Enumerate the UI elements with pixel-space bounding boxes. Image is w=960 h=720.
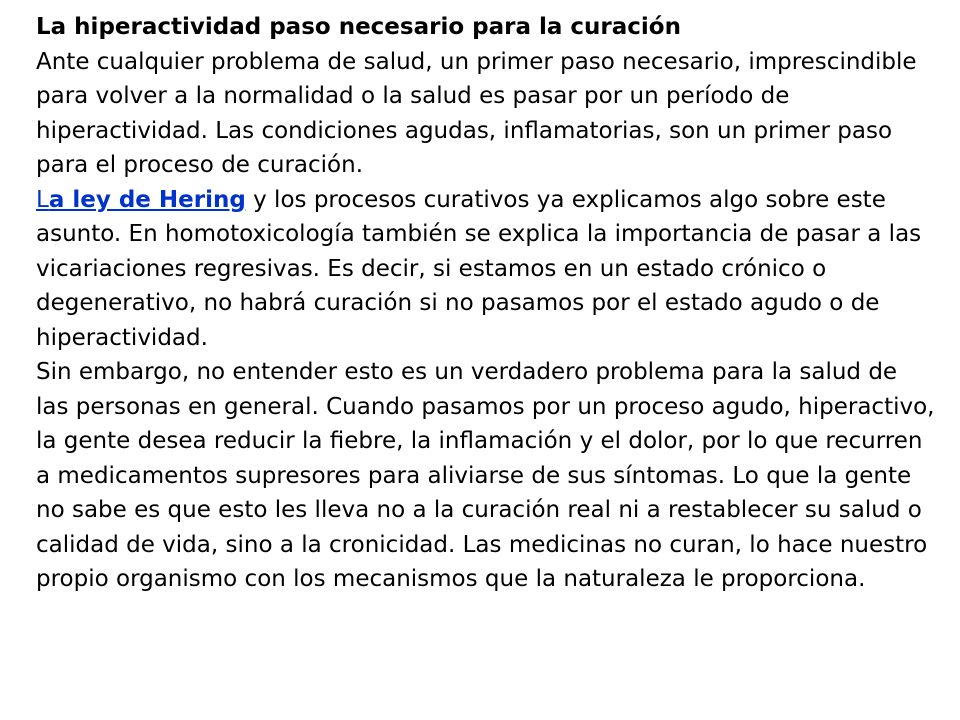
paragraph-suppression: Sin embargo, no entender esto es un verdadero problema para la salud de las personas en general. Cuando pasamos por un proceso agudo, hiperactivo, la gente desea reducir la fiebre, la inflamación y el dolor, por lo que recurren a medicamentos supresores para aliviarse de sus síntomas. Lo que la gente no sabe es que esto les lleva no a la curación real ni a restablecer su salud o calidad de vida, sino a la cronicidad. Las medicinas no curan, lo hace nuestro propio organismo con los mecanismos que la naturaleza le proporciona. xyxy=(36,359,935,592)
hering-law-link[interactable] xyxy=(36,187,246,213)
paragraph-hering xyxy=(36,183,936,356)
slide-content xyxy=(36,10,936,597)
hering-link-first-letter: L xyxy=(36,186,49,213)
paragraph-hering-text: y los procesos curativos ya explicamos algo sobre este asunto. En homotoxicología también se explica la importancia de pasar a las vicariaciones regresivas. Es decir, si estamos en un estado crónico o degenerativo, no habrá curación si no pasamos por el estado agudo o de hiperactividad. xyxy=(36,186,922,351)
paragraph-intro: Ante cualquier problema de salud, un primer paso necesario, imprescindible para volver a la normalidad o la salud es pasar por un período de hiperactividad. Las condiciones agudas, inflamatorias, son un primer paso para el proceso de curación. xyxy=(36,48,917,178)
hering-link-label: a ley de Hering xyxy=(48,186,246,213)
page-title: La hiperactividad paso necesario para la curación xyxy=(36,14,681,40)
